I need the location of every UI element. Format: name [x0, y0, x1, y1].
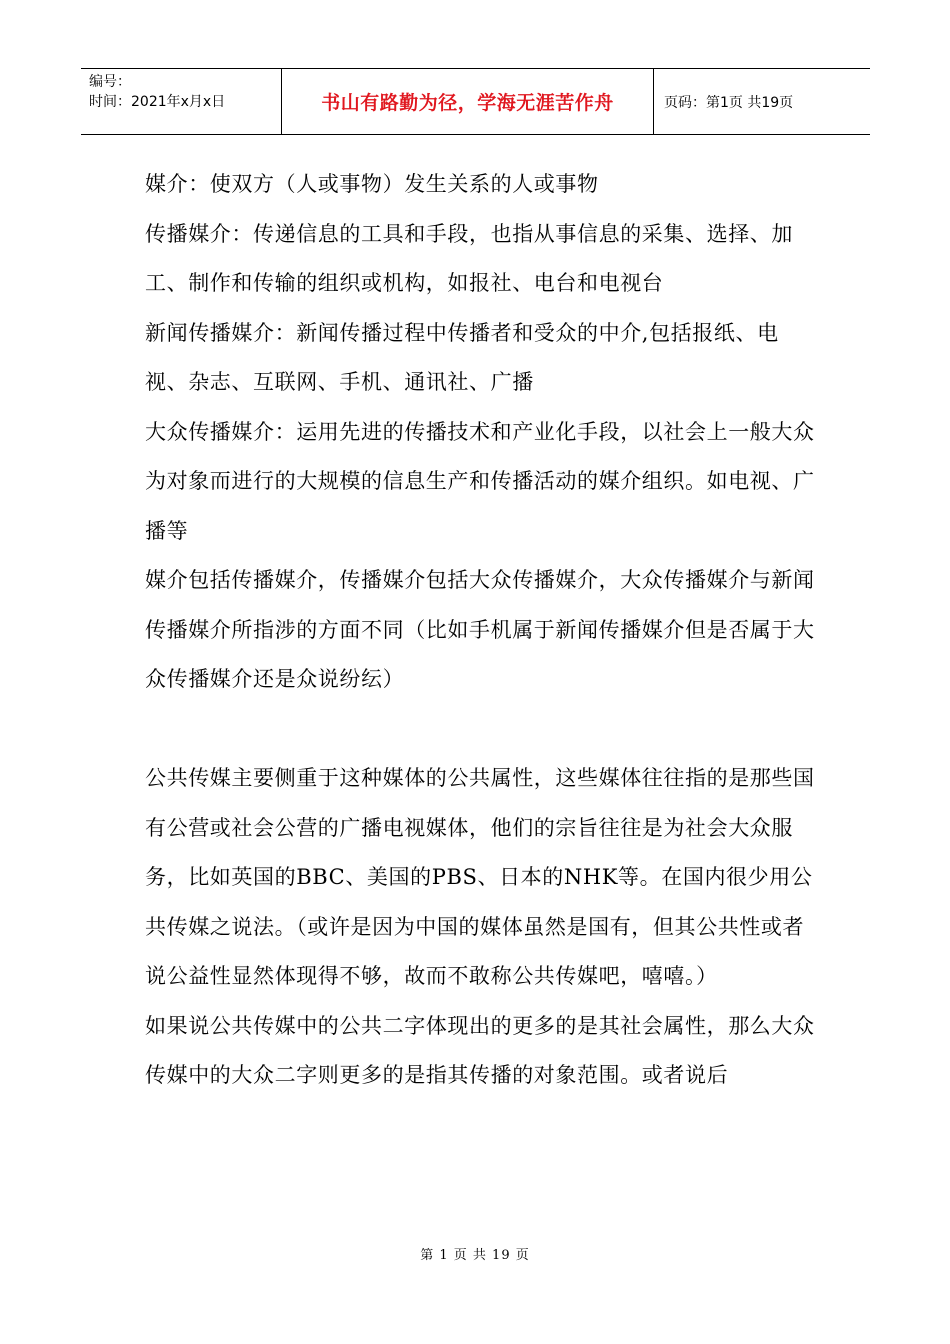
header-meta-cell	[81, 69, 282, 134]
paragraph-spacer	[145, 705, 815, 755]
header-motto: 书山有路勤为径，学海无涯苦作舟	[321, 92, 614, 114]
page-footer: 第 1 页 共 19 页	[420, 1248, 530, 1263]
document-number-label: 编号：	[89, 74, 131, 90]
paragraph-public-vs-mass: 如果说公共传媒中的公共二字体现出的更多的是其社会属性，那么大众传媒中的大众二字则更多的是指其传播的对象范围。或者说后	[145, 1013, 815, 1087]
paragraph-mass-media: 大众传播媒介：运用先进的传播技术和产业化手段，以社会上一般大众为对象而进行的大规模的信息生产和传播活动的媒介组织。如电视、广播等	[145, 419, 815, 543]
paragraph-communication-media: 传播媒介：传递信息的工具和手段，也指从事信息的采集、选择、加工、制作和传输的组织或机构，如报社、电台和电视台	[145, 221, 793, 295]
paragraph-media-definition: 媒介：使双方（人或事物）发生关系的人或事物	[145, 172, 599, 196]
header-page-info: 页码：第1页 共19页	[664, 94, 794, 111]
header-page-cell	[654, 69, 870, 134]
paragraph-news-media: 新闻传播媒介：新闻传播过程中传播者和受众的中介,包括报纸、电视、杂志、互联网、手机、通讯社、广播	[145, 320, 779, 394]
document-body	[145, 160, 815, 1101]
paragraph-media-relations: 媒介包括传播媒介，传播媒介包括大众传播媒介，大众传播媒介与新闻传播媒介所指涉的方面不同（比如手机属于新闻传播媒介但是否属于大众传播媒介还是众说纷纭）	[145, 568, 815, 691]
paragraph-public-media: 公共传媒主要侧重于这种媒体的公共属性，这些媒体往往指的是那些国有公营或社会公营的广播电视媒体，他们的宗旨往往是为社会大众服务，比如英国的BBC、美国的PBS、日本的NHK等。在国内很少用公共传媒之说法。（或许是因为中国的媒体虽然是国有，但其公共性或者说公益性显然体现得不够，故而不敢称公共传媒吧，嘻嘻。）	[145, 766, 815, 988]
document-date: 时间：2021年x月x日	[89, 94, 226, 110]
header-motto-cell	[282, 69, 654, 134]
document-header	[81, 68, 870, 135]
